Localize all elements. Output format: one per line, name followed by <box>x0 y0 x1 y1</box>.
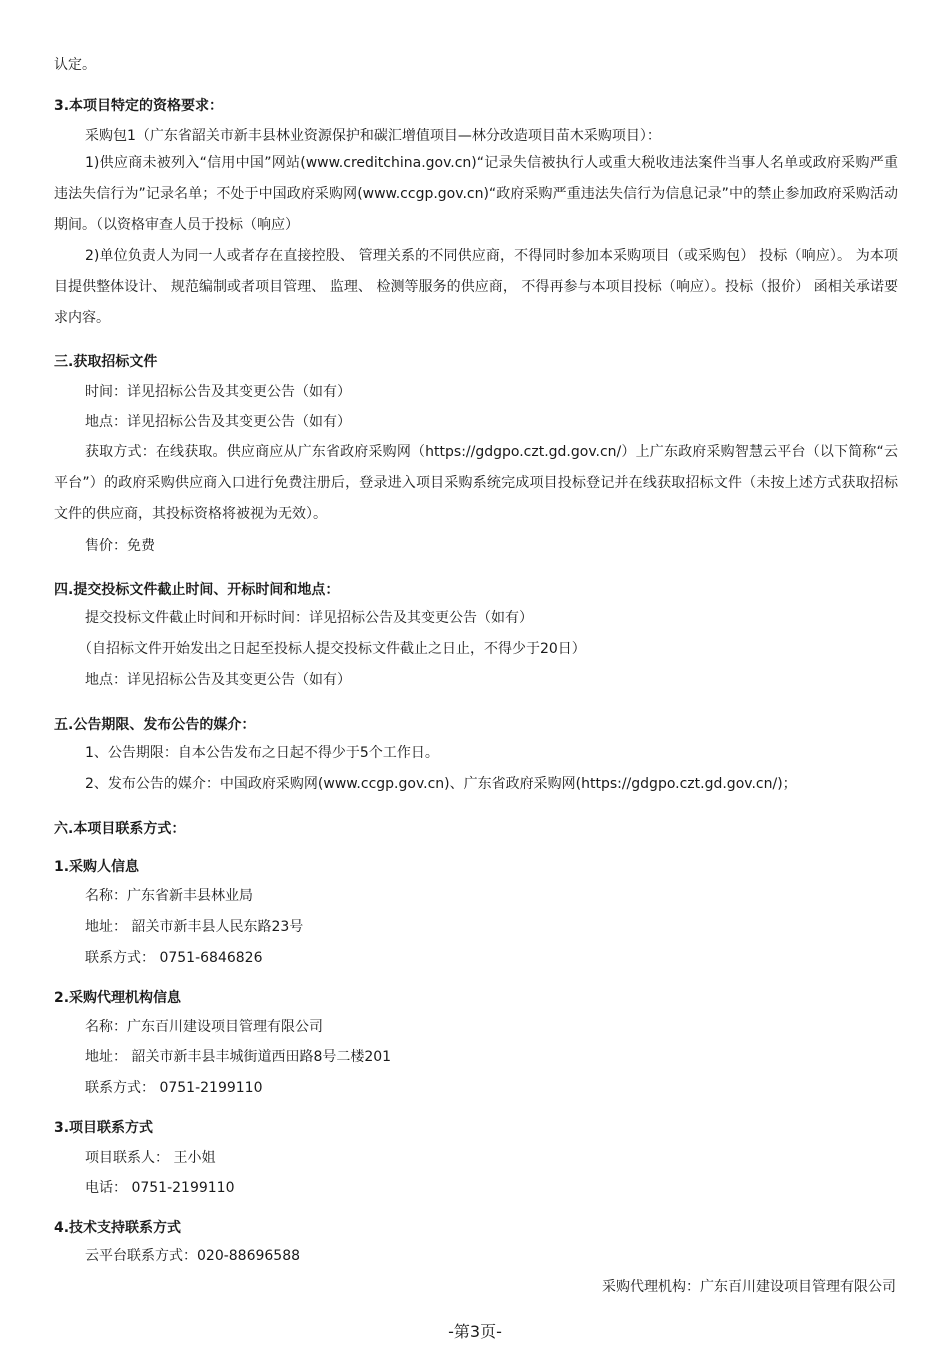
qualification-heading: 3.本项目特定的资格要求： <box>54 98 224 114</box>
tech-support-phone: 云平台联系方式：020-88696588 <box>85 1248 301 1264</box>
purchaser-heading: 1.采购人信息 <box>54 859 140 875</box>
announcement-media: 2、发布公告的媒介：中国政府采购网(www.ccgp.gov.cn)、广东省政府采购网(https://gdgpo.czt.gd.gov.cn/)； <box>85 776 797 792</box>
purchaser-phone: 联系方式： 0751-6846826 <box>85 950 263 966</box>
submission-note: （自招标文件开始发出之日起至投标人提交投标文件截止之日止，不得少于20日） <box>78 641 586 657</box>
page-number: -第3页- <box>448 1322 502 1341</box>
agency-name: 名称：广东百川建设项目管理有限公司 <box>85 1019 323 1035</box>
submission-heading: 四.提交投标文件截止时间、开标时间和地点： <box>54 582 340 598</box>
obtain-place: 地点：详见招标公告及其变更公告（如有） <box>85 414 351 430</box>
obtain-heading: 三.获取招标文件 <box>54 354 158 370</box>
contacts-heading: 六.本项目联系方式： <box>54 821 186 837</box>
intro-continuation: 认定。 <box>54 57 96 73</box>
purchaser-address: 地址： 韶关市新丰县人民东路23号 <box>85 919 304 935</box>
obtain-time: 时间：详见招标公告及其变更公告（如有） <box>85 384 351 400</box>
tech-support-heading: 4.技术支持联系方式 <box>54 1220 182 1236</box>
qualification-item-1: 1)供应商未被列入“信用中国”网站(www.creditchina.gov.cn)“记录失信被执行人或重大税收违法案件当事人名单或政府采购严重违法失信行为”记录名单；不处于中国政府采购网(www.ccgp.gov.cn)“政府采购严重违法失信行为信息记录”中的禁止参加政府采购活动期间。（以资格审查人员于投标（响应） <box>54 155 898 233</box>
agency-address: 地址： 韶关市新丰县丰城街道西田路8号二楼201 <box>85 1049 392 1065</box>
project-contact-person: 项目联系人： 王小姐 <box>85 1150 216 1166</box>
submission-place: 地点：详见招标公告及其变更公告（如有） <box>85 672 351 688</box>
agency-heading: 2.采购代理机构信息 <box>54 990 182 1006</box>
qualification-item-2: 2)单位负责人为同一人或者存在直接控股、 管理关系的不同供应商，不得同时参加本采购项目（或采购包） 投标（响应）。 为本项目提供整体设计、 规范编制或者项目管理、 监理、 检测等服务的供应商， 不得再参与本项目投标（响应）。投标（报价） 函相关承诺要求内容。 <box>54 248 898 326</box>
project-contact-heading: 3.项目联系方式 <box>54 1120 154 1136</box>
submission-deadline: 提交投标文件截止时间和开标时间：详见招标公告及其变更公告（如有） <box>85 610 533 626</box>
obtain-method: 获取方式：在线获取。供应商应从广东省政府采购网（https://gdgpo.czt.gd.gov.cn/）上广东政府采购智慧云平台（以下简称“云平台”）的政府采购供应商入口进行免费注册后，登录进入项目采购系统完成项目投标登记并在线获取招标文件（未按上述方式获取招标文件的供应商，其投标资格将被视为无效）。 <box>54 444 898 522</box>
agency-phone: 联系方式： 0751-2199110 <box>85 1080 263 1096</box>
project-contact-phone: 电话： 0751-2199110 <box>85 1180 235 1196</box>
footer-agency-signature: 采购代理机构：广东百川建设项目管理有限公司 <box>602 1279 896 1295</box>
announcement-heading: 五.公告期限、发布公告的媒介： <box>54 717 256 733</box>
purchaser-name: 名称：广东省新丰县林业局 <box>85 888 253 904</box>
announcement-period: 1、公告期限：自本公告发布之日起不得少于5个工作日。 <box>85 745 439 761</box>
qualification-package: 采购包1（广东省韶关市新丰县林业资源保护和碳汇增值项目—林分改造项目苗木采购项目）： <box>85 128 661 144</box>
obtain-price: 售价：免费 <box>85 538 155 554</box>
